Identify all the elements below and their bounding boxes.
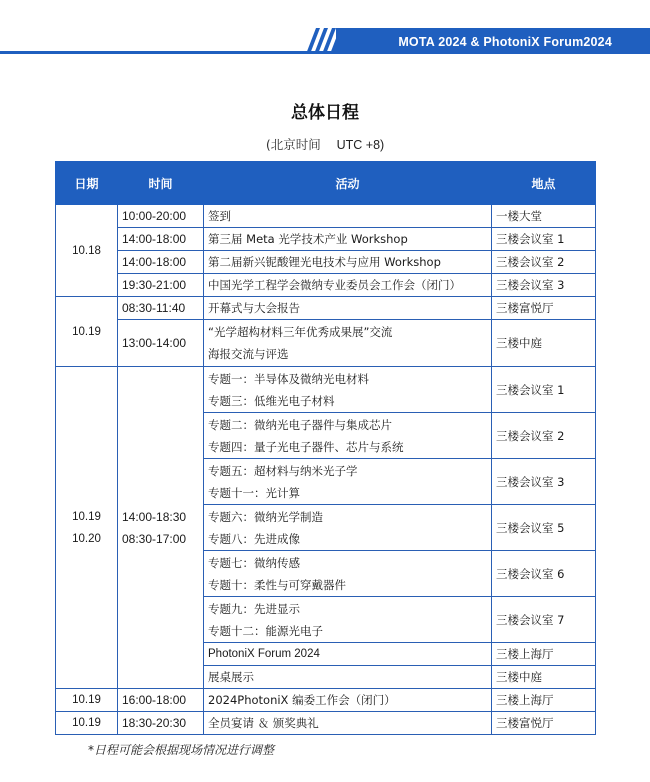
activity-cell (204, 413, 492, 459)
time-cell: 14:00-18:00 (118, 228, 204, 251)
page-title: 总体日程 (291, 103, 359, 123)
time-cell (118, 367, 204, 689)
time-cell: 19:30-21:00 (118, 274, 204, 297)
activity-cell (204, 505, 492, 551)
place-cell: 三楼会议室 3 (492, 274, 596, 297)
time-cell: 10:00-20:00 (118, 205, 204, 228)
time-cell: 14:00-18:00 (118, 251, 204, 274)
timezone-utc: UTC +8) (336, 138, 385, 152)
table-row (56, 228, 596, 251)
place-cell: 三楼富悦厅 (492, 712, 596, 735)
activity-line: 海报交流与评选 (208, 347, 289, 361)
schedule-table (55, 161, 596, 735)
place-cell: 三楼中庭 (492, 320, 596, 367)
time-cell: 08:30-11:40 (118, 297, 204, 320)
activity-cell (204, 320, 492, 367)
activity-cell (204, 597, 492, 643)
date-value: 10.20 (72, 532, 101, 545)
date-value: 10.19 (72, 510, 101, 523)
table-row (56, 297, 596, 320)
timezone-note (0, 135, 650, 153)
time-cell: 18:30-20:30 (118, 712, 204, 735)
date-value: 10.19 (72, 325, 101, 338)
place-cell: 三楼会议室 2 (492, 413, 596, 459)
activity-cell: 签到 (204, 205, 492, 228)
date-cell (56, 297, 118, 367)
place-cell: 一楼大堂 (492, 205, 596, 228)
activity-line: 专题九：先进显示 (208, 601, 300, 616)
activity-line: 专题三：低维光电子材料 (208, 393, 335, 408)
table-header-row (56, 162, 596, 205)
column-header-activity: 活动 (204, 162, 492, 205)
place-cell: 三楼会议室 7 (492, 597, 596, 643)
column-header-place: 地点 (492, 162, 596, 205)
activity-cell: 开幕式与大会报告 (204, 297, 492, 320)
table-row (56, 712, 596, 735)
place-cell: 三楼上海厅 (492, 643, 596, 666)
activity-line: 专题六：微纳光学制造 (208, 509, 323, 524)
activity-line: 专题五：超材料与纳米光子学 (208, 463, 358, 478)
activity-cell: 第二届新兴铌酸锂光电技术与应用 Workshop (204, 251, 492, 274)
table-row (56, 367, 596, 413)
time-value: 08:30-17:00 (122, 531, 187, 546)
date-cell (56, 205, 118, 297)
table-row (56, 274, 596, 297)
column-header-time: 时间 (118, 162, 204, 205)
activity-line: 专题二：微纳光电子器件与集成芯片 (208, 417, 392, 432)
schedule-footnote: *日程可能会根据现场情况进行调整 (88, 743, 275, 757)
activity-cell (204, 367, 492, 413)
place-cell: 三楼会议室 3 (492, 459, 596, 505)
table-row (56, 320, 596, 367)
table-row (56, 689, 596, 712)
activity-line: 专题十二：能源光电子 (208, 623, 323, 638)
activity-line: 专题十：柔性与可穿戴器件 (208, 577, 346, 592)
activity-cell: 中国光学工程学会微纳专业委员会工作会（闭门） (204, 274, 492, 297)
place-cell: 三楼会议室 2 (492, 251, 596, 274)
activity-cell: PhotoniX Forum 2024 (204, 643, 492, 666)
place-cell: 三楼会议室 1 (492, 228, 596, 251)
activity-cell: 第三届 Meta 光学技术产业 Workshop (204, 228, 492, 251)
activity-cell (204, 551, 492, 597)
table-row (56, 205, 596, 228)
activity-line: “光学超构材料三年优秀成果展”交流 (208, 325, 393, 339)
place-cell: 三楼会议室 6 (492, 551, 596, 597)
activity-line: 专题一：半导体及微纳光电材料 (208, 371, 369, 386)
place-cell: 三楼会议室 1 (492, 367, 596, 413)
place-cell: 三楼中庭 (492, 666, 596, 689)
page-header (0, 14, 650, 49)
date-value: 10.18 (72, 244, 101, 257)
timezone-prefix: (北京时间 (265, 137, 321, 152)
date-cell (56, 367, 118, 689)
date-cell: 10.19 (56, 689, 118, 712)
place-cell: 三楼会议室 5 (492, 505, 596, 551)
activity-line: 专题七：微纳传感 (208, 555, 300, 570)
date-cell: 10.19 (56, 712, 118, 735)
place-cell: 三楼上海厅 (492, 689, 596, 712)
header-title: MOTA 2024 & PhotoniX Forum2024 (398, 35, 612, 49)
activity-cell: 全员宴请 ＆ 颁奖典礼 (204, 712, 492, 735)
activity-line: 专题八：先进成像 (208, 531, 300, 546)
activity-cell: 展桌展示 (204, 666, 492, 689)
activity-cell: 2024PhotoniX 编委工作会（闭门） (204, 689, 492, 712)
activity-line: 专题四：量子光电子器件、芯片与系统 (208, 439, 404, 454)
table-row (56, 251, 596, 274)
activity-cell (204, 459, 492, 505)
time-cell: 16:00-18:00 (118, 689, 204, 712)
place-cell: 三楼富悦厅 (492, 297, 596, 320)
activity-line: 专题十一：光计算 (208, 485, 300, 500)
time-value: 14:00-18:30 (122, 509, 187, 524)
column-header-date: 日期 (56, 162, 118, 205)
time-cell: 13:00-14:00 (118, 320, 204, 367)
